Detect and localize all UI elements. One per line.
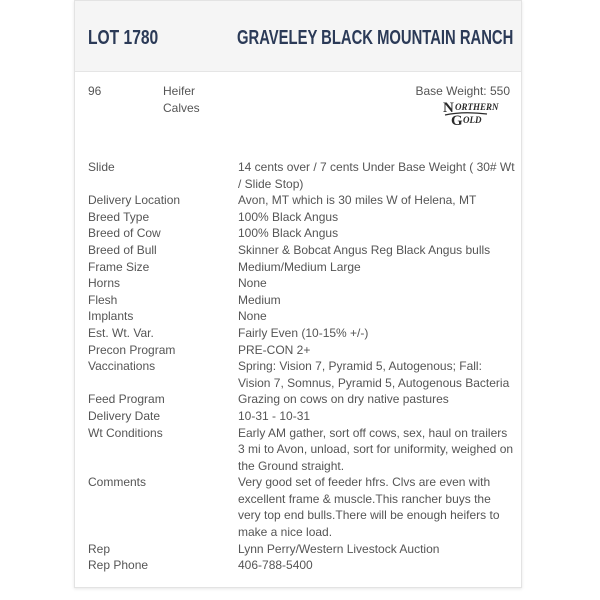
detail-row: [88, 242, 518, 259]
detail-label: Est. Wt. Var.: [88, 325, 154, 340]
detail-value: Medium: [238, 292, 281, 307]
detail-row: [88, 275, 518, 292]
detail-row: [88, 159, 518, 192]
detail-label: Delivery Location: [88, 193, 181, 208]
detail-value: Grazing on cows on dry native pastures: [238, 392, 449, 407]
detail-value: Avon, MT which is 30 miles W of Helena, MT: [238, 193, 477, 208]
detail-row: [88, 192, 518, 209]
detail-label: Flesh: [88, 292, 118, 307]
svg-text:OLD: OLD: [463, 115, 482, 125]
detail-value: Medium/Medium Large: [238, 259, 361, 274]
detail-label: Rep: [88, 541, 111, 556]
detail-label: Frame Size: [88, 259, 150, 274]
detail-row: [88, 259, 518, 276]
detail-label: Rep Phone: [88, 558, 149, 573]
detail-row: [88, 325, 518, 342]
svg-text:G: G: [451, 113, 463, 127]
detail-value: 14 cents over / 7 cents Under Base Weight ( 30# Wt / Slide Stop): [238, 160, 515, 191]
detail-value: 100% Black Angus: [238, 209, 339, 224]
detail-value: Lynn Perry/Western Livestock Auction: [238, 541, 440, 556]
base-weight: Base Weight: 550: [415, 84, 510, 98]
detail-row: [88, 425, 518, 475]
detail-value: 406-788-5400: [238, 558, 313, 573]
detail-row: [88, 408, 518, 425]
detail-value: 10-31 - 10-31: [238, 408, 311, 423]
svg-text:N: N: [443, 100, 454, 116]
detail-row: [88, 225, 518, 242]
detail-row: [88, 308, 518, 325]
detail-row: [88, 391, 518, 408]
detail-value: None: [238, 309, 267, 324]
northern-gold-logo: [443, 99, 513, 127]
detail-value: Very good set of feeder hfrs. Clvs are even with excellent frame & muscle.This rancher buys the very top end bulls.There will be enough heifers to make a nice load.: [238, 475, 500, 540]
detail-label: Breed of Cow: [88, 226, 161, 241]
detail-row: [88, 474, 518, 540]
detail-label: Breed Type: [88, 209, 150, 224]
detail-row: [88, 557, 518, 574]
ranch-name: GRAVELEY BLACK MOUNTAIN RANCH: [237, 27, 514, 49]
detail-value: Fairly Even (10-15% +/-): [238, 325, 369, 340]
detail-label: Wt Conditions: [88, 425, 163, 440]
lot-card: [74, 0, 522, 588]
detail-label: Slide: [88, 160, 115, 174]
detail-label: Feed Program: [88, 392, 165, 407]
detail-value: None: [238, 276, 267, 291]
detail-label: Implants: [88, 309, 134, 324]
detail-label: Breed of Bull: [88, 242, 157, 257]
detail-value: Spring: Vision 7, Pyramid 5, Autogenous; Fall: Vision 7, Somnus, Pyramid 5, Autogenous Bacteria: [238, 359, 510, 390]
svg-text:ORTHERN: ORTHERN: [455, 102, 499, 112]
detail-label: Comments: [88, 475, 147, 490]
detail-value: Early AM gather, sort off cows, sex, haul on trailers 3 mi to Avon, unload, sort for uniformity, weighed on the Ground straight.: [238, 425, 514, 473]
detail-label: Horns: [88, 276, 121, 291]
lot-header: [75, 1, 521, 72]
detail-row: [88, 292, 518, 309]
detail-label: Precon Program: [88, 342, 176, 357]
head-count: 96: [88, 84, 102, 98]
detail-row: [88, 541, 518, 558]
detail-table: [88, 159, 518, 574]
detail-label: Delivery Date: [88, 408, 161, 423]
detail-value: 100% Black Angus: [238, 226, 339, 241]
detail-row: [88, 209, 518, 226]
detail-row: [88, 342, 518, 359]
detail-row: [88, 358, 518, 391]
detail-value: Skinner & Bobcat Angus Reg Black Angus bulls: [238, 242, 491, 257]
cattle-description: Heifer Calves: [163, 84, 200, 115]
detail-label: Vaccinations: [88, 359, 156, 374]
lot-number: LOT 1780: [88, 27, 159, 49]
detail-value: PRE-CON 2+: [238, 342, 311, 357]
